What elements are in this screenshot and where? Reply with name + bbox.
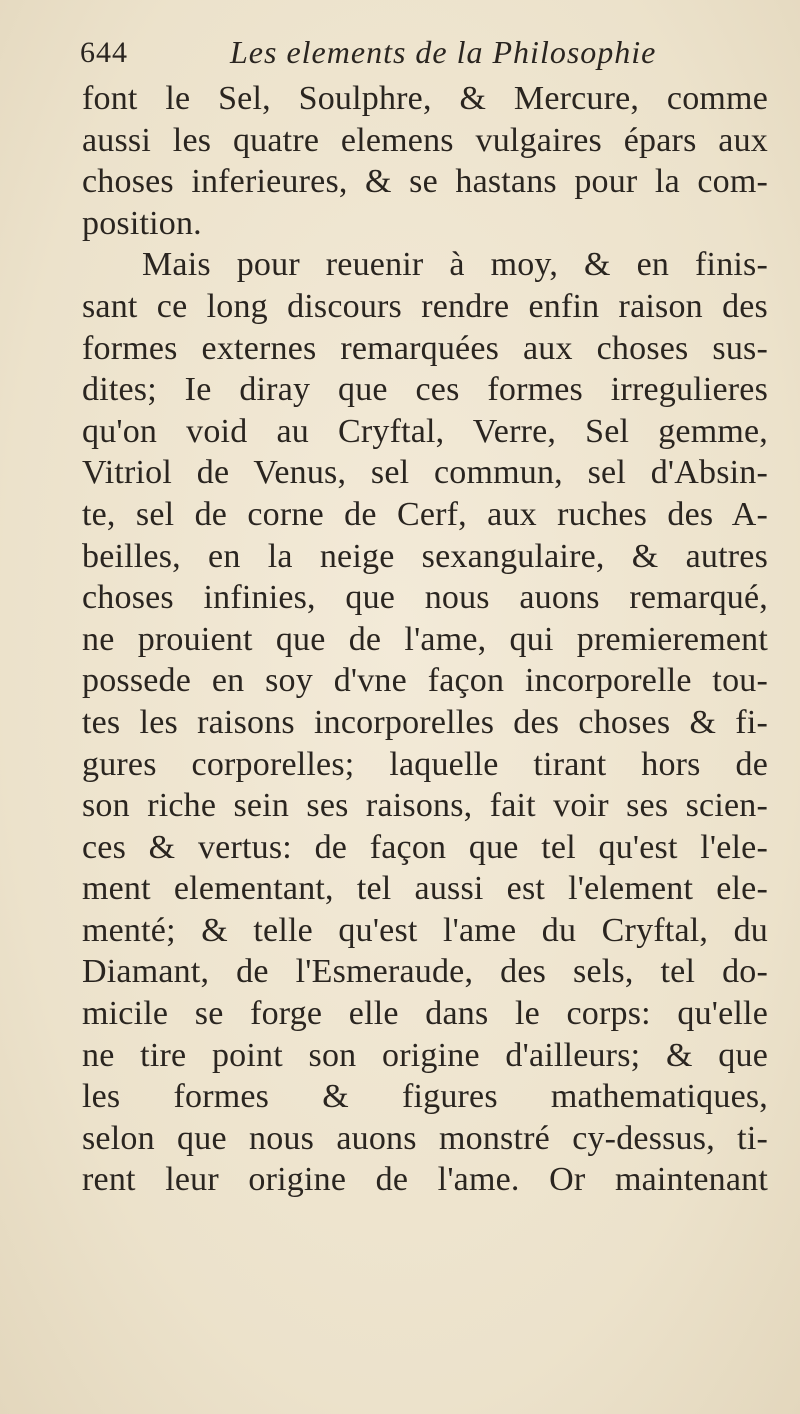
text-line: te, sel de corne de Cerf, aux ruches des A- bbox=[82, 495, 768, 533]
text-line: aussi les quatre elemens vulgaires épars aux bbox=[82, 121, 768, 159]
text-line: selon que nous auons monstré cy-dessus, ti- bbox=[82, 1119, 768, 1157]
text-line: ne tire point son origine d'ailleurs; & que bbox=[82, 1036, 768, 1074]
text-line: dites; Ie diray que ces formes irregulieres bbox=[82, 371, 768, 409]
text-line: son riche sein ses raisons, fait voir ses scien- bbox=[82, 787, 768, 825]
text-line: tes les raisons incorporelles des choses & fi- bbox=[82, 703, 768, 741]
text-line: beilles, en la neige sexangulaire, & autres bbox=[82, 537, 768, 575]
text-line: position. bbox=[82, 204, 202, 242]
page-header bbox=[80, 34, 720, 74]
text-line: les formes & figures mathematiques, bbox=[82, 1078, 768, 1116]
running-title: Les elements de la Philosophie bbox=[230, 34, 657, 70]
text-line: choses infinies, que nous auons remarqué, bbox=[82, 579, 768, 617]
text-line: sant ce long discours rendre enfin raison des bbox=[82, 287, 768, 325]
text-line: Diamant, de l'Esmeraude, des sels, tel do- bbox=[82, 953, 768, 991]
body-text bbox=[82, 78, 768, 1201]
text-line: gures corporelles; laquelle tirant hors de bbox=[82, 745, 768, 783]
text-line: ment elementant, tel aussi est l'element ele- bbox=[82, 870, 768, 908]
text-line: ces & vertus: de façon que tel qu'est l'ele- bbox=[82, 828, 768, 866]
text-line: menté; & telle qu'est l'ame du Cryftal, du bbox=[82, 911, 768, 949]
text-line: rent leur origine de l'ame. Or maintenant bbox=[82, 1161, 768, 1199]
text-line: choses inferieures, & se hastans pour la com- bbox=[82, 163, 768, 201]
page-number: 644 bbox=[80, 36, 128, 69]
text-line: possede en soy d'vne façon incorporelle tou- bbox=[82, 662, 768, 700]
text-line: ne prouient que de l'ame, qui premierement bbox=[82, 620, 768, 658]
text-line: qu'on void au Cryftal, Verre, Sel gemme, bbox=[82, 412, 768, 450]
text-line: Mais pour reuenir à moy, & en finis- bbox=[142, 246, 768, 284]
text-line: font le Sel, Soulphre, & Mercure, comme bbox=[82, 80, 768, 117]
text-line: Vitriol de Venus, sel commun, sel d'Absin- bbox=[82, 454, 768, 492]
text-line: formes externes remarquées aux choses sus- bbox=[82, 329, 768, 367]
text-line: micile se forge elle dans le corps: qu'elle bbox=[82, 995, 768, 1033]
